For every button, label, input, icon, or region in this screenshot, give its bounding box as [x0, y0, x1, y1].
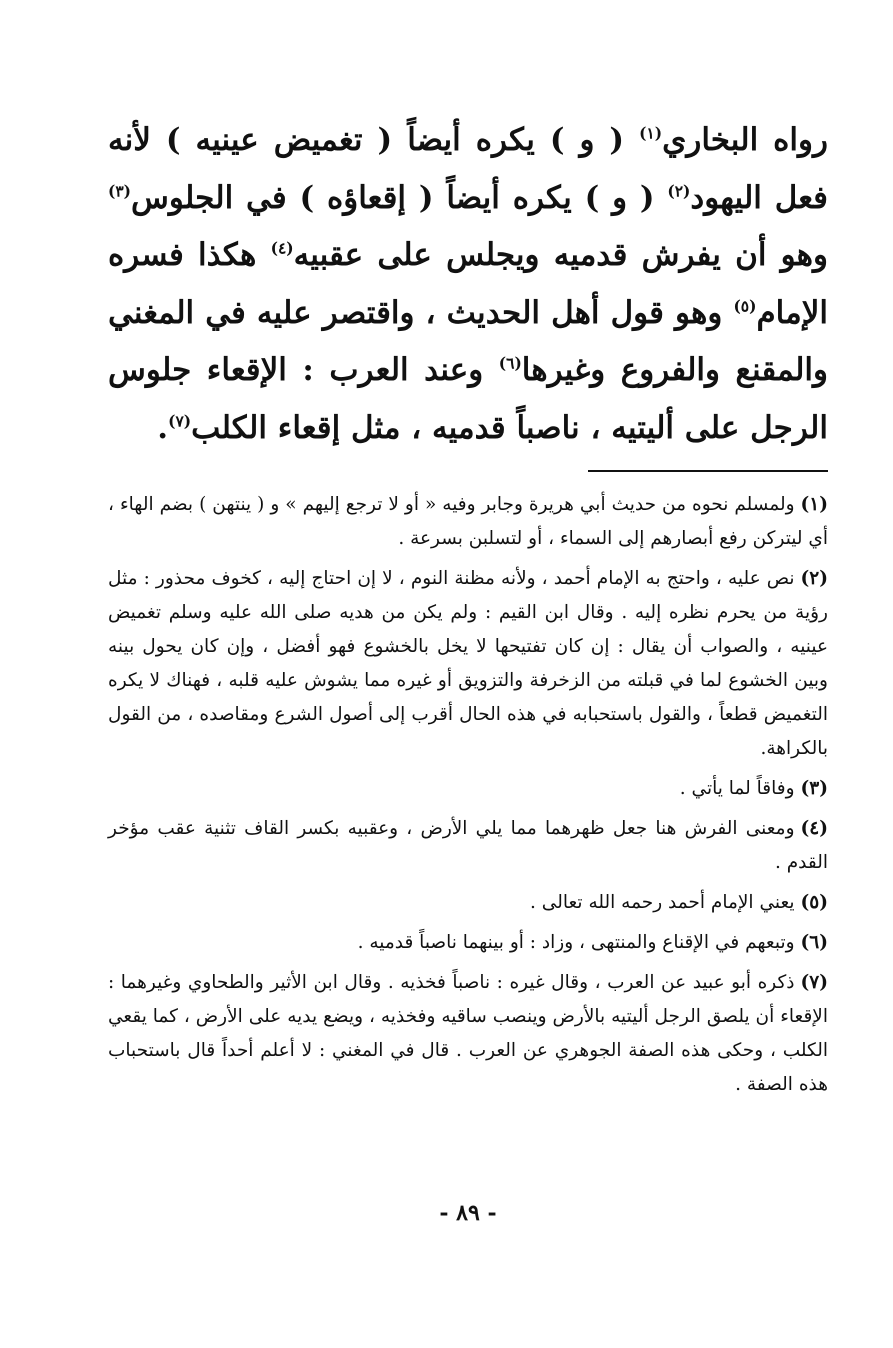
footnote-number: (٧) — [800, 971, 828, 993]
footnote-7 — [108, 966, 828, 1102]
footnote-1 — [108, 488, 828, 556]
footnote-text: وفاقاً لما يأتي . — [679, 777, 795, 799]
footnote-4 — [108, 812, 828, 880]
main-text-segment: ( و ) يكره أيضاً ( تغميض عينيه ) لأنه فعل اليهود — [108, 122, 828, 216]
main-text-segment: رواه البخاري — [662, 122, 828, 158]
footnote-3 — [108, 772, 828, 806]
footnote-text: يعني الإمام أحمد رحمه الله تعالى . — [530, 891, 795, 913]
footnote-number: (٤) — [800, 817, 828, 839]
footnote-ref[interactable]: (٥) — [733, 296, 757, 316]
footnote-ref[interactable]: (٤) — [270, 238, 294, 258]
footnote-text: ذكره أبو عبيد عن العرب ، وقال غيره : ناصباً فخذيه . وقال ابن الأثير والطحاوي وغيرهما : الإقعاء أن يلصق الرجل أليتيه بالأرض وينصب ساقيه وفخذيه ، ويضع يديه على الأرض ، كما يقعي الكلب ، وحكى هذه الصفة الجوهري عن العرب . قال في المغني : لا أعلم أحداً قال باستحباب هذه الصفة . — [108, 971, 828, 1095]
footnote-text: ومعنى الفرش هنا جعل ظهرهما مما يلي الأرض ، وعقبيه بكسر القاف تثنية عقب مؤخر القدم . — [108, 817, 828, 873]
main-text-segment: . — [157, 409, 169, 446]
footnote-ref[interactable]: (٧) — [168, 411, 192, 431]
footnote-ref[interactable]: (٣) — [108, 181, 132, 201]
footnote-number: (٥) — [800, 891, 828, 913]
main-text-segment: وعند العرب : الإقعاء جلوس الرجل على أليتيه ، ناصباً قدميه ، مثل إقعاء الكلب — [108, 352, 828, 446]
footnote-ref[interactable]: (٦) — [498, 354, 522, 374]
footnote-2 — [108, 562, 828, 766]
footnote-6 — [108, 926, 828, 960]
footnote-ref[interactable]: (٢) — [667, 181, 691, 201]
footnote-ref[interactable]: (١) — [639, 123, 663, 143]
footnote-text: ولمسلم نحوه من حديث أبي هريرة وجابر وفيه « أو لا ترجع إليهم » و ( ينتهن ) بضم الهاء ، أي ليتركن رفع أبصارهم إلى السماء ، أو لتسلبن بسرعة . — [108, 493, 828, 549]
page-number: - ٨٩ - — [439, 1200, 497, 1226]
footnote-number: (٢) — [800, 567, 828, 589]
footnote-separator — [588, 470, 828, 472]
footnote-number: (٦) — [800, 931, 828, 953]
footnote-text: نص عليه ، واحتج به الإمام أحمد ، ولأنه مظنة النوم ، لا إن احتاج إليه ، كخوف محذور : مثل رؤية من يحرم نظره إليه . وقال ابن القيم : ولم يكن من هديه صلى الله عليه وسلم تغميض عينيه ، والصواب أن يقال : إن كان تفتيحها لا يخل بالخشوع فهو أفضل ، وإن كان يحول بينه وبين الخشوع لما في قبلته من الزخرفة والتزويق أو غيره مما يشوش عليه قلبه ، فهناك لا يكره التغميض قطعاً ، والقول باستحبابه في هذه الحال أقرب إلى أصول الشرع ومقاصده ، من القول بالكراهة. — [108, 567, 828, 759]
main-text-segment: هكذا فسره الإمام — [108, 237, 828, 331]
main-text-segment: وهو أن يفرش قدميه ويجلس على عقبيه — [293, 237, 828, 274]
main-text-segment: وهو قول أهل الحديث ، واقتصر عليه في المغني والمقنع والفروع وغيرها — [108, 294, 828, 389]
footnote-text: وتبعهم في الإقناع والمنتهى ، وزاد : أو بينهما ناصباً قدميه . — [357, 931, 795, 953]
footnotes — [108, 488, 828, 1102]
footnote-number: (٣) — [800, 777, 828, 799]
footnote-number: (١) — [800, 493, 828, 515]
document-page — [108, 112, 828, 1232]
main-text — [108, 112, 828, 458]
main-text-segment: ( و ) يكره أيضاً ( إقعاؤه ) في الجلوس — [131, 179, 668, 216]
footnote-5 — [108, 886, 828, 920]
